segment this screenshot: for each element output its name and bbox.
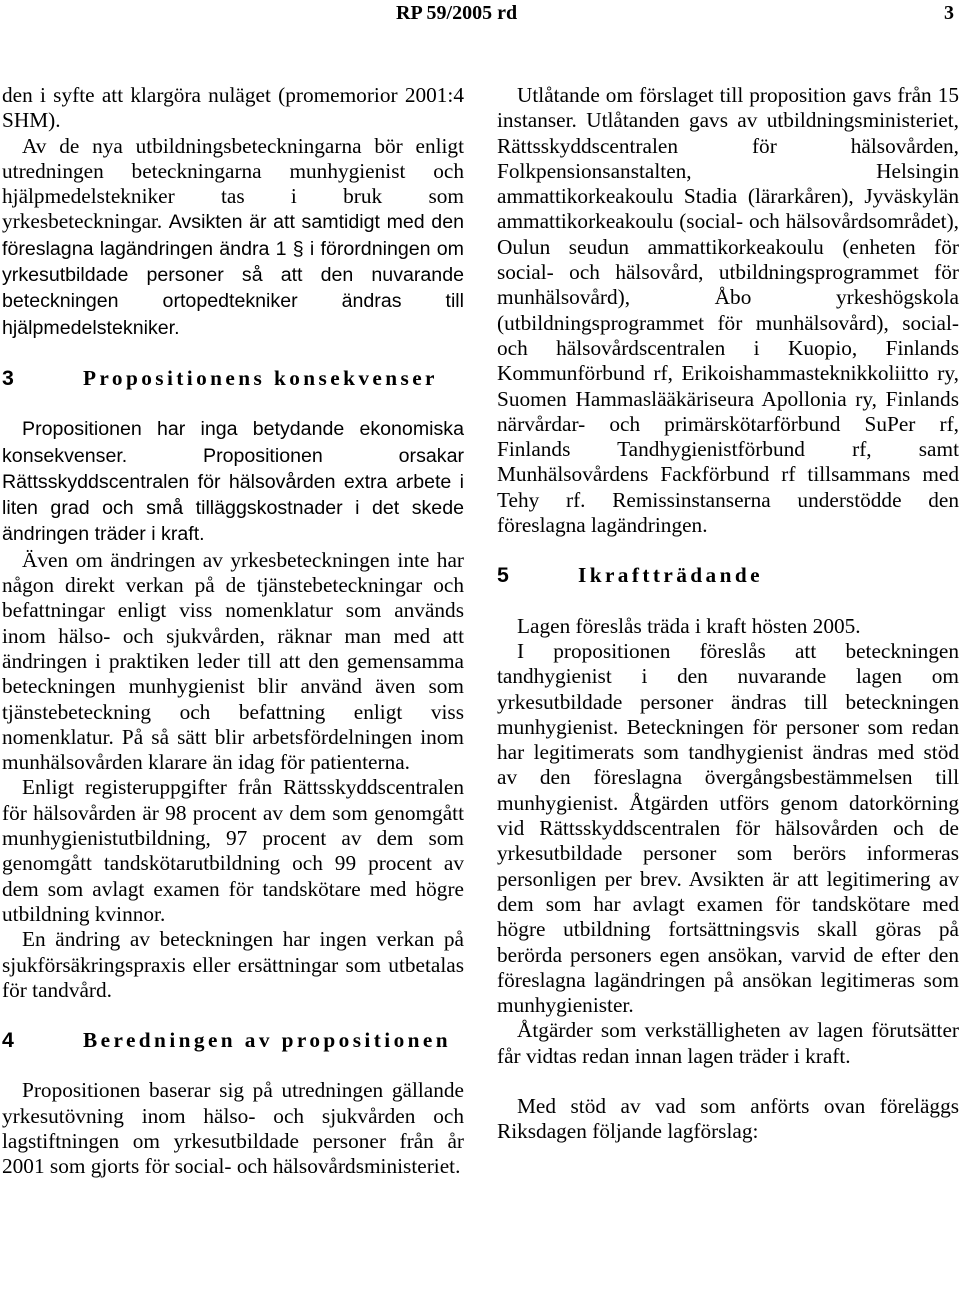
paragraph: Åtgärder som verkställigheten av lagen förutsätter får vidtas redan innan lagen träder i kraft. (497, 1018, 959, 1068)
paragraph (497, 83, 959, 538)
paragraph-text-sans: Avsikten är att samtidigt med den föreslagna lagändringen ändra 1 § i förordningen om yrkesutbildade personer så att den nuvarande beteckningen ortopedtekniker ändras till hjälpmedelstekniker. (2, 211, 464, 339)
section-heading-3 (2, 366, 464, 391)
paragraph: I propositionen föreslås att beteckningen tandhygienist i den nuvarande lagen om yrkesutbildade personer ändras till beteckningen munhygienist. Beteckningen för personer som redan har legitimerats som tandhygienist ändras med stöd av den föreslagna övergångsbestämmelsen till munhygienist. Åtgärden utförs genom datorkörning vid Rättsskyddscentralen för hälsovården och de yrkesutbildade personer som berörs informeras personligen per brev. Avsikten är att legitimering av dem som har avlagt examen för tandskötare med högre utbildning fortsättningsvis skall göras på berörda personers egen ansökan, varvid de efter den föreslagna lagändringen på ansökan legitimeras som munhygienister. (497, 638, 959, 1018)
paragraph: Propositionen baserar sig på utredningen gällande yrkesutövning inom hälso- och sjukvården och lagstiftningen om yrkesutbildade personer från år 2001 som gjorts för social- och hälsovårdsministeriet. (2, 1078, 464, 1179)
paragraph-text-sans: Propositionen har inga betydande ekonomiska konsekvenser. (2, 418, 464, 467)
left-column (2, 83, 464, 1180)
paragraph-text: Utlåtanden gavs av utbildningsministeriet, Rättsskyddscentralen för hälsovården, Folkpensionsanstalten, Helsingin ammattikorkeakoulu Stadia (lärarkåren), Jyväskylän ammattikorkeakoulu (social- och hälsovårdsområdet), Oulun seudun ammattikorkeakoulu (enheten för social- och hälsovård, utbildningsprogrammet för munhälsovård), Åbo yrkeshögskola (utbildningsprogrammet för munhälsovård), social- och hälsovårdscentralen i Kuopio, Finlands Kommunförbund rf, Erikoishammasteknikkoliitto ry, Suomen Hammaslääkäriseura Apollonia ry, Finlands närvårdar- och primärskötarförbund SuPer rf, Finlands Tandhygienistförbund rf, samt Munhälsovårdens Fackförbund rf tillsammans med Tehy rf. Remissinstanserna understödde den föreslagna lagändringen. (497, 108, 959, 538)
paragraph: Enligt registeruppgifter från Rättsskyddscentralen för hälsovården är 98 procent av dem som genomgått munhygienistutbildning, 97 procent av dem som genomgått tandskötarutbildning och 99 procent av dem som avlagt examen för tandskötare med högre utbildning kvinnor. (2, 775, 464, 926)
section-number: 3 (2, 365, 14, 390)
section-heading-4 (2, 1028, 464, 1053)
section-number: 4 (2, 1028, 14, 1053)
section-title: Propositionens konsekvenser (83, 365, 438, 390)
paragraph (2, 416, 464, 547)
paragraph-text: Utlåtande om förslaget till proposition gavs från 15 instanser. (497, 83, 959, 133)
document-id: RP 59/2005 rd (396, 2, 518, 24)
paragraph: Även om ändringen av yrkesbeteckningen inte har någon direkt verkan på de tjänstebeteckningar och befattningar enligt viss nomenklatur som används inom hälso- och sjukvården, räknar man med att ändringen i praktiken leder till att den gemensamma beteckningen munhygienist blir använd även som tjänstebeteckning och befattning enligt viss nomenklatur. På så sätt blir arbetsfördelningen inom munhälsovården klarare än idag för patienterna. (2, 547, 464, 775)
paragraph: Med stöd av vad som anförts ovan föreläggs Riksdagen följande lagförslag: (497, 1093, 959, 1144)
section-title: Beredningen av propositionen (83, 1028, 451, 1053)
section-title: Ikraftträdande (578, 563, 763, 588)
paragraph (2, 134, 464, 341)
section-heading-5 (497, 563, 959, 588)
paragraph: den i syfte att klargöra nuläget (promemorior 2001:4 SHM). (2, 83, 464, 133)
page-number: 3 (944, 2, 954, 24)
paragraph: En ändring av beteckningen har ingen verkan på sjukförsäkringspraxis eller ersättningar som utbetalas för tandvård. (2, 927, 464, 1002)
section-number: 5 (497, 563, 509, 588)
paragraph-text-sans: Propositionen orsakar Rättsskyddscentralen för hälsovården extra arbete i liten grad och små tilläggskostnader i det skede ändringen träder i kraft. (2, 444, 464, 546)
paragraph-text: Av de nya utbildningsbeteckningarna bör enligt utredningen beteckningarna munhygienist och hjälpmedelstekniker tas i bruk som yrkesbeteckningar. (2, 133, 464, 234)
right-column (497, 83, 959, 1145)
paragraph: Lagen föreslås träda i kraft hösten 2005. (517, 613, 861, 638)
page-header (0, 0, 960, 46)
